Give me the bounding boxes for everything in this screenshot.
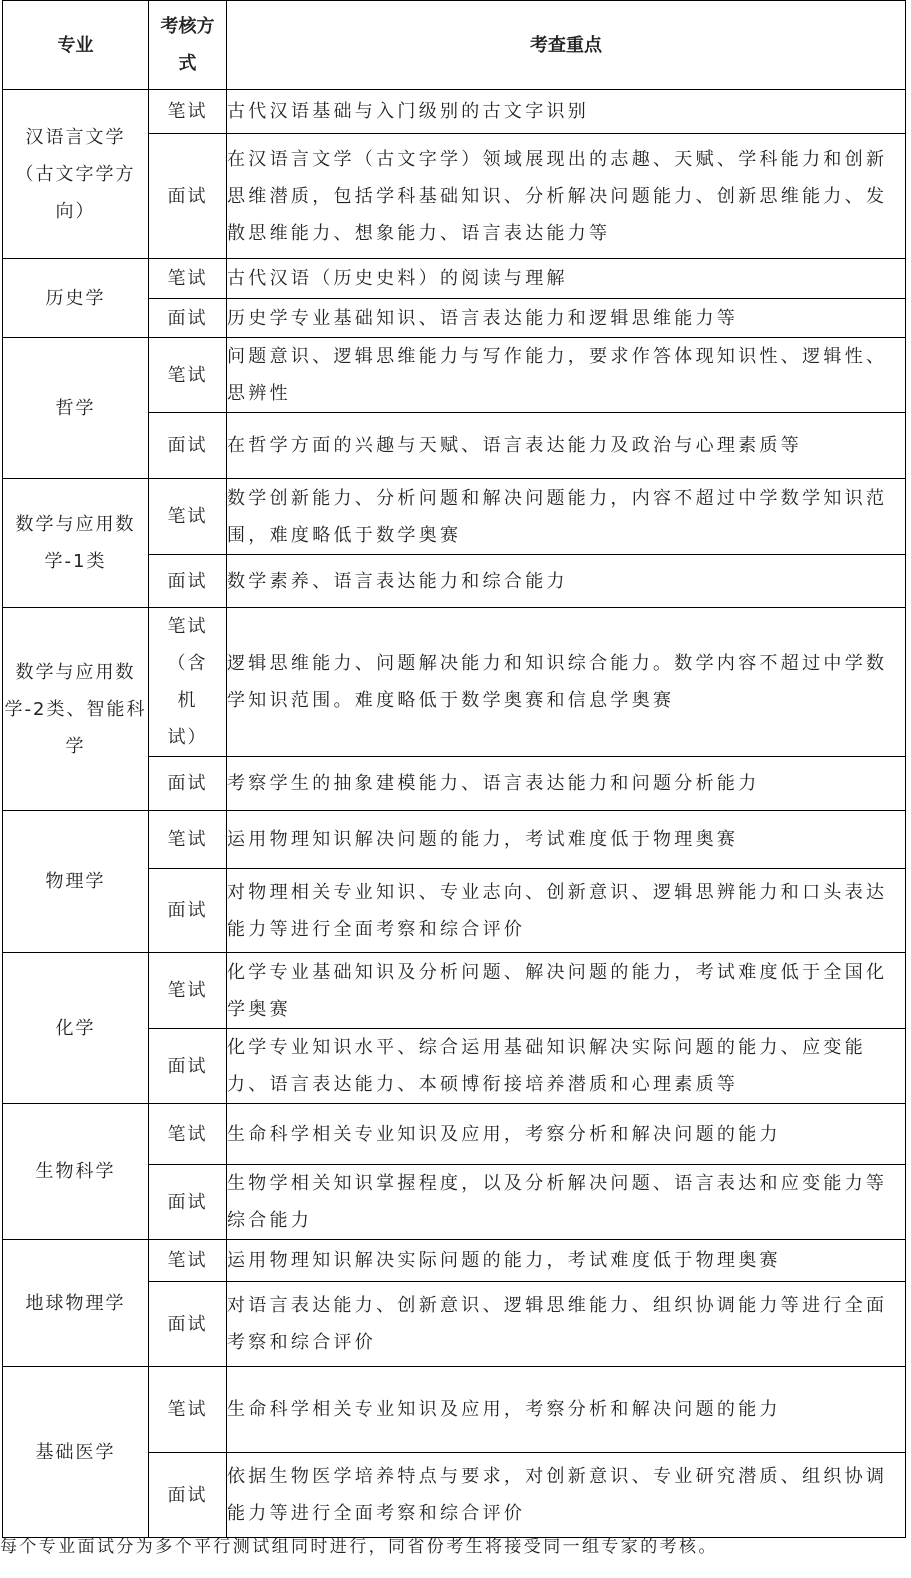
focus-cell: 运用物理知识解决问题的能力，考试难度低于物理奥赛 [227, 811, 906, 869]
table-row [3, 259, 906, 299]
header-method: 考核方式 [149, 1, 227, 90]
method-cell: 面试 [149, 555, 227, 608]
table-row [3, 953, 906, 1029]
method-cell: 笔试 [149, 479, 227, 555]
footnote-text: 每个专业面试分为多个平行测试组同时进行，同省份考生将接受同一组专家的考核。 [0, 1537, 718, 1557]
focus-cell: 对物理相关专业知识、专业志向、创新意识、逻辑思辨能力和口头表达能力等进行全面考察和综合评价 [227, 869, 906, 953]
focus-cell: 在哲学方面的兴趣与天赋、语言表达能力及政治与心理素质等 [227, 413, 906, 479]
focus-cell: 化学专业基础知识及分析问题、解决问题的能力，考试难度低于全国化学奥赛 [227, 953, 906, 1029]
focus-cell: 问题意识、逻辑思维能力与写作能力，要求作答体现知识性、逻辑性、思辨性 [227, 338, 906, 413]
method-cell: 笔试 [149, 953, 227, 1029]
method-cell: 面试 [149, 1453, 227, 1538]
table-row [3, 1367, 906, 1453]
major-cell: 数学与应用数学-1类 [3, 479, 149, 608]
table-row [3, 338, 906, 413]
method-cell: 面试 [149, 1282, 227, 1367]
focus-cell: 在汉语言文学（古文字学）领域展现出的志趣、天赋、学科能力和创新思维潜质，包括学科基础知识、分析解决问题能力、创新思维能力、发散思维能力、想象能力、语言表达能力等 [227, 134, 906, 259]
major-cell: 哲学 [3, 338, 149, 479]
method-cell: 笔试 [149, 1367, 227, 1453]
focus-cell: 生命科学相关专业知识及应用，考察分析和解决问题的能力 [227, 1104, 906, 1165]
header-major: 专业 [3, 1, 149, 90]
focus-cell: 古代汉语（历史史料）的阅读与理解 [227, 259, 906, 299]
method-cell: 笔试 [149, 811, 227, 869]
major-cell: 化学 [3, 953, 149, 1104]
method-cell: 面试 [149, 757, 227, 811]
focus-cell: 生命科学相关专业知识及应用，考察分析和解决问题的能力 [227, 1367, 906, 1453]
focus-cell: 化学专业知识水平、综合运用基础知识解决实际问题的能力、应变能力、语言表达能力、本硕博衔接培养潜质和心理素质等 [227, 1029, 906, 1104]
method-cell: 面试 [149, 413, 227, 479]
focus-cell: 生物学相关知识掌握程度，以及分析解决问题、语言表达和应变能力等综合能力 [227, 1165, 906, 1240]
method-cell: 面试 [149, 869, 227, 953]
method-cell: 面试 [149, 299, 227, 338]
method-cell: 笔试 [149, 90, 227, 134]
major-cell: 生物科学 [3, 1104, 149, 1240]
header-row [3, 1, 906, 90]
table-row [3, 90, 906, 134]
method-cell: 笔试（含机试） [149, 608, 227, 757]
table-row [3, 608, 906, 757]
focus-cell: 考察学生的抽象建模能力、语言表达能力和问题分析能力 [227, 757, 906, 811]
method-cell: 笔试 [149, 1240, 227, 1282]
header-focus: 考查重点 [227, 1, 906, 90]
method-cell: 面试 [149, 1029, 227, 1104]
focus-cell: 数学创新能力、分析问题和解决问题能力，内容不超过中学数学知识范围，难度略低于数学奥赛 [227, 479, 906, 555]
major-cell: 基础医学 [3, 1367, 149, 1538]
method-cell: 笔试 [149, 338, 227, 413]
major-cell: 数学与应用数学-2类、智能科学 [3, 608, 149, 811]
focus-cell: 数学素养、语言表达能力和综合能力 [227, 555, 906, 608]
table-row [3, 811, 906, 869]
focus-cell: 历史学专业基础知识、语言表达能力和逻辑思维能力等 [227, 299, 906, 338]
method-cell: 笔试 [149, 1104, 227, 1165]
focus-cell: 逻辑思维能力、问题解决能力和知识综合能力。数学内容不超过中学数学知识范围。难度略低于数学奥赛和信息学奥赛 [227, 608, 906, 757]
method-cell: 笔试 [149, 259, 227, 299]
focus-cell: 对语言表达能力、创新意识、逻辑思维能力、组织协调能力等进行全面考察和综合评价 [227, 1282, 906, 1367]
method-cell: 面试 [149, 1165, 227, 1240]
focus-cell: 古代汉语基础与入门级别的古文字识别 [227, 90, 906, 134]
table-row [3, 1104, 906, 1165]
method-cell: 面试 [149, 134, 227, 259]
major-cell: 历史学 [3, 259, 149, 338]
exam-table [2, 0, 906, 1538]
table-row [3, 1240, 906, 1282]
table-row [3, 479, 906, 555]
focus-cell: 依据生物医学培养特点与要求，对创新意识、专业研究潜质、组织协调能力等进行全面考察和综合评价 [227, 1453, 906, 1538]
focus-cell: 运用物理知识解决实际问题的能力，考试难度低于物理奥赛 [227, 1240, 906, 1282]
major-cell: 地球物理学 [3, 1240, 149, 1367]
major-cell: 汉语言文学（古文字学方向） [3, 90, 149, 259]
major-cell: 物理学 [3, 811, 149, 953]
